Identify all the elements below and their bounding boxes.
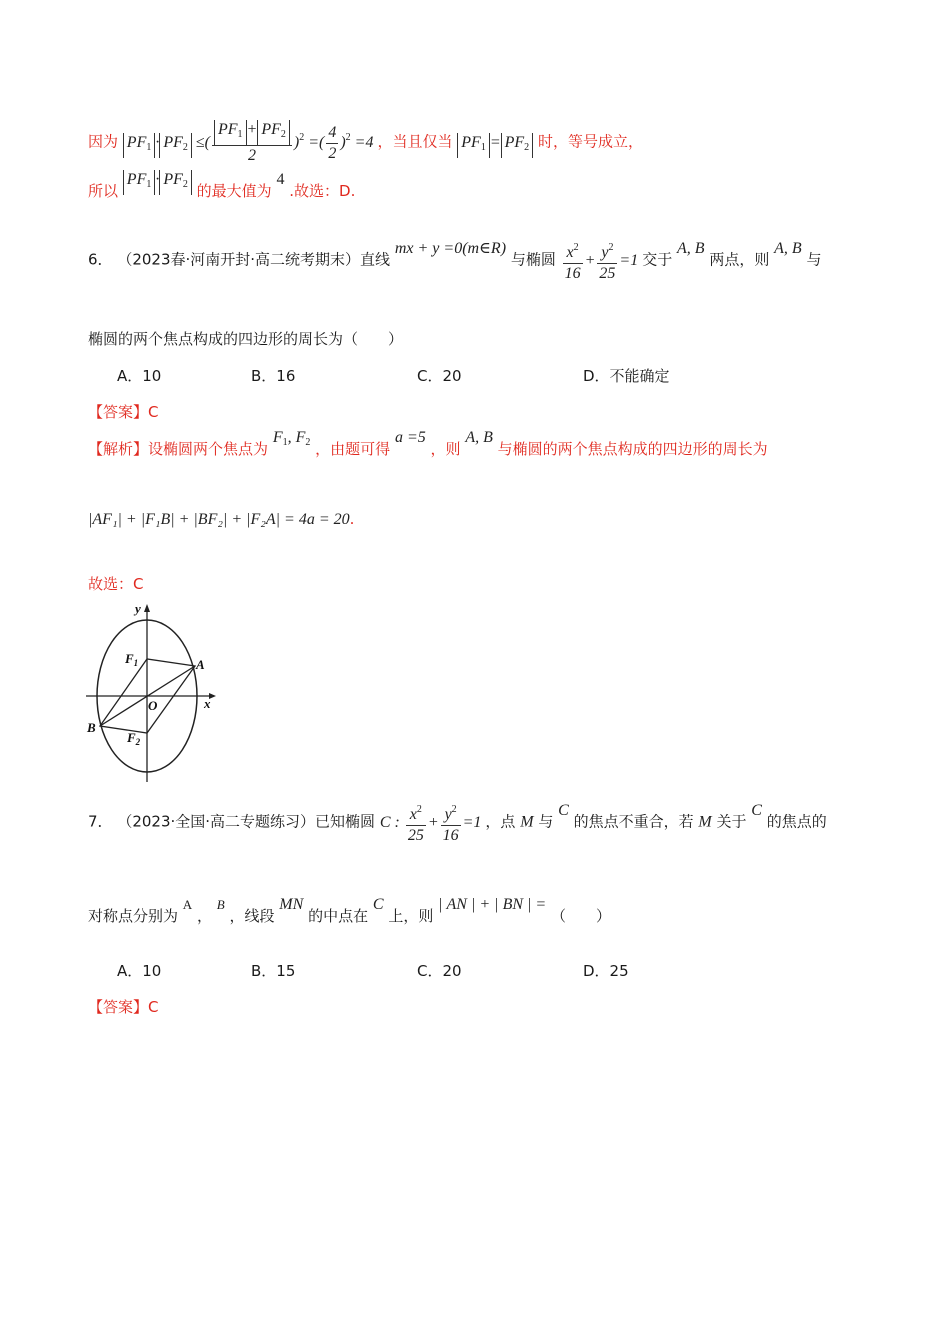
text: 两点，则 <box>709 250 770 269</box>
points-ab: A, B <box>677 239 705 257</box>
q6-option-b: B．16 <box>251 367 296 385</box>
choose-value: C <box>133 575 144 593</box>
choose-label: 故选： <box>88 575 134 593</box>
label-f2: $F_2$ <box>127 730 141 747</box>
perimeter-expression: |AF₁| + |F₁B| + |BF₂| + |F₂A| = 4a = 20 <box>88 511 350 528</box>
question-source: （2023春·河南开封·高二统考期末）直线 <box>117 250 391 269</box>
curve-c: C <box>751 801 762 819</box>
q6-answer <box>88 401 159 422</box>
line-equation: mx + y =0(m∈R) <box>394 239 507 257</box>
question-number: 7． <box>88 812 113 831</box>
equality-condition-formula: $PF_1 = PF_2$ <box>457 134 533 151</box>
answer-value: C <box>148 998 159 1016</box>
label-y: y <box>135 601 141 616</box>
q7-stem-line2 <box>88 896 611 926</box>
text: 交于 <box>642 250 673 269</box>
text: 时，等号成立， <box>537 132 643 151</box>
text: 的焦点不重合，若 <box>573 812 694 831</box>
text: 与 <box>538 812 554 831</box>
q6-option-c: C．20 <box>417 367 462 385</box>
curve-c: C <box>558 801 569 819</box>
q6-choose <box>88 573 144 594</box>
q6-analysis-line1 <box>88 429 768 460</box>
text: ，当且仅当 <box>377 132 453 151</box>
question-number: 6． <box>88 250 113 269</box>
label-f1: $F_1$ <box>125 651 139 668</box>
q6-stem-line2: 椭圆的两个焦点构成的四边形的周长为（ ） <box>88 330 404 348</box>
points-ab: A, B <box>774 239 802 257</box>
q7-option-d: D．25 <box>583 962 629 980</box>
q6-perimeter-formula: |AF₁| + |F₁B| + |BF₂| + |F₂A| = 4a = 20. <box>88 510 355 528</box>
label-a: A <box>196 657 205 672</box>
text: 因为 <box>88 132 119 151</box>
q7-option-c: C．20 <box>417 962 462 980</box>
foci-formula: $F_1$, $F_2$ <box>272 429 311 448</box>
point-m: M <box>520 813 534 831</box>
text: ，则 <box>430 440 461 458</box>
text: 所以 <box>88 182 119 200</box>
point-a: A <box>182 897 193 912</box>
a-value-formula: a =5 <box>394 429 426 446</box>
q6-stem-line1 <box>88 238 821 284</box>
analysis-label: 【解析】 <box>88 440 149 458</box>
text: 的焦点的 <box>766 812 827 831</box>
q7-option-a: A．10 <box>117 962 162 980</box>
label-x: x <box>204 696 211 711</box>
question-source: （2023·全国·高二专题练习）已知椭圆 <box>117 812 376 831</box>
answer-label: 【答案】 <box>88 998 149 1016</box>
sum-formula: | AN | + | BN | = <box>438 896 547 913</box>
q6-option-a: A．10 <box>117 367 162 385</box>
point-m: M <box>698 813 712 831</box>
y-axis-arrow <box>144 604 150 612</box>
q5-conclusion-line2 <box>88 171 356 207</box>
point-b: B <box>216 897 225 912</box>
ellipse-figure <box>84 600 224 785</box>
text: 与 <box>806 250 822 269</box>
ellipse-c-equation: C : $\frac{x^2}{25}$ + $\frac{y^2}{16}$ =1 <box>380 814 486 831</box>
text: 上，则 <box>388 907 434 925</box>
text: 设椭圆两个焦点为 <box>148 440 269 458</box>
q7-stem-line1 <box>88 800 827 846</box>
text: 的最大值为 <box>196 182 272 200</box>
text: ，由题可得 <box>315 440 391 458</box>
text: （ ） <box>550 907 611 925</box>
q7-option-b: B．15 <box>251 962 296 980</box>
inequality-formula: $PF_1 \cdot PF_2$ ≤( $\frac{PF_1 + PF_2}{2}$ )$^2$ =( $\frac{4}{2}$ )$^2$ =4 <box>123 134 378 151</box>
answer-label: 【答案】 <box>88 403 149 421</box>
points-ab: A, B <box>465 429 493 446</box>
text: ，线段 <box>229 907 275 925</box>
curve-c: C <box>372 896 384 913</box>
product-formula: $PF_1 \cdot PF_2$ <box>123 171 192 188</box>
answer-value: C <box>148 403 159 421</box>
max-value: 4 <box>276 171 285 188</box>
text: ，点 <box>485 812 516 831</box>
text: 关于 <box>716 812 747 831</box>
ellipse-equation: $\frac{x^2}{16}$ + $\frac{y^2}{25}$ =1 <box>561 252 643 269</box>
q7-answer <box>88 996 159 1017</box>
text: 的中点在 <box>308 907 369 925</box>
q5-conclusion-line1 <box>88 120 643 166</box>
text: 对称点分别为 <box>88 907 179 925</box>
text: ， <box>196 907 212 925</box>
text: .故选：D. <box>289 182 356 200</box>
segment-mn: MN <box>279 896 304 913</box>
label-o: O <box>148 698 158 713</box>
text: 与椭圆的两个焦点构成的四边形的周长为 <box>497 440 768 458</box>
text: 与椭圆 <box>510 250 556 269</box>
q6-option-d: D．不能确定 <box>583 367 670 385</box>
label-b: B <box>87 720 96 735</box>
